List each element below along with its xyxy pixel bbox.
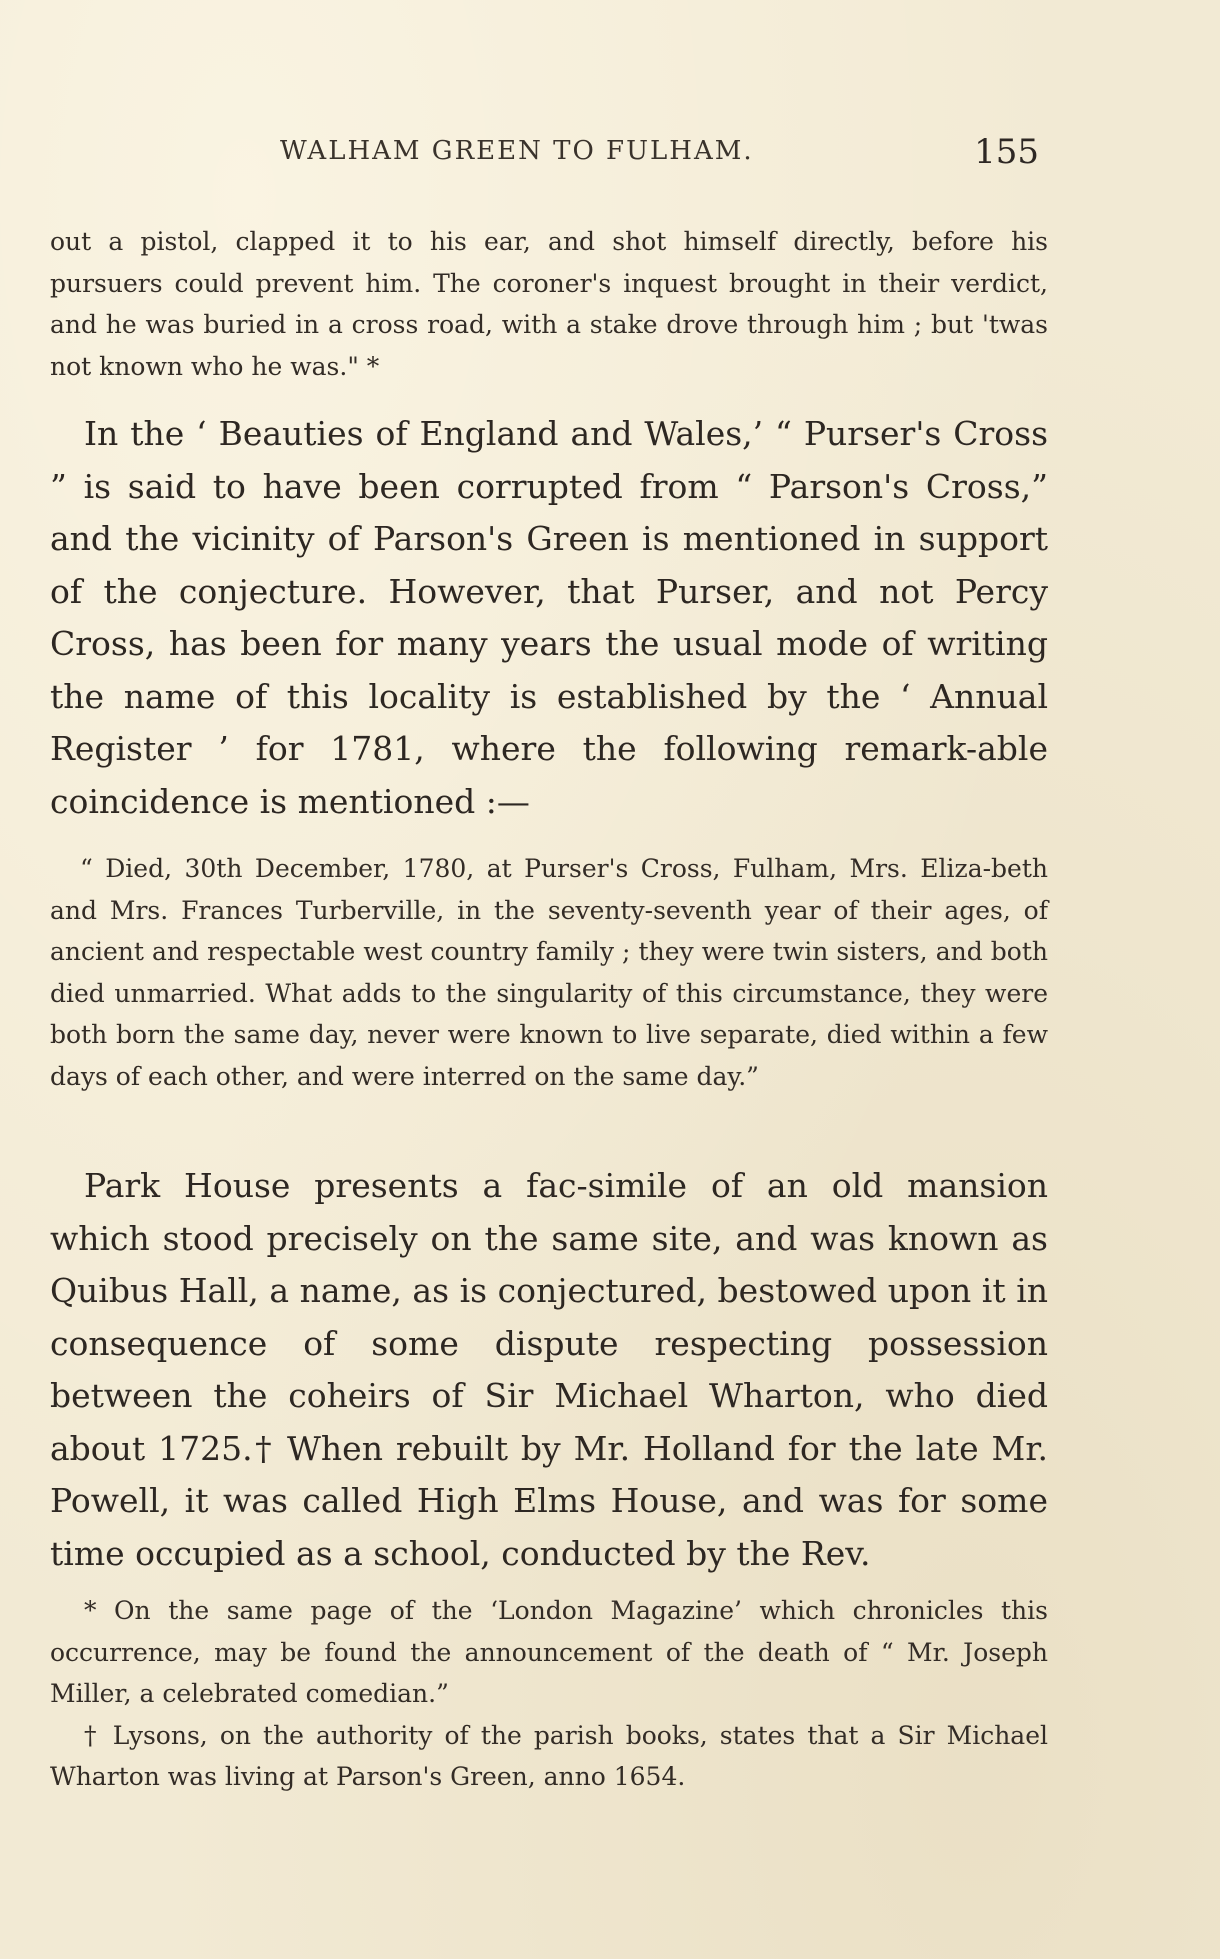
continuation-paragraph — [50, 221, 1048, 387]
quotation-text: “ Died, 30th December, 1780, at Purser's Cross, Fulham, Mrs. Eliza-beth and Mrs. Frances Turberville, in the seventy-seventh year of their ages, of ancient and respectable west country family ; they were twin sisters, and both died unmarried. What adds to the singularity of this circumstance, they were both born the same day, never were known to live separate, died within a few days of each other, and were interred on the same day.” — [50, 854, 1048, 1091]
quotation-block — [50, 848, 1048, 1097]
page-header — [232, 132, 1047, 176]
paragraph-beauties — [50, 408, 1048, 828]
footnote-dagger: † Lysons, on the authority of the parish books, states that a Sir Michael Wharton was living at Parson's Green, anno 1654. — [50, 1720, 1048, 1791]
paragraph-park-house — [50, 1160, 1048, 1580]
paragraph-park-house-text: Park House presents a fac-simile of an old mansion which stood precisely on the same site, and was known as Quibus Hall, a name, as is conjectured, bestowed upon it in consequence of some dispute respecting possession between the coheirs of Sir Michael Wharton, who died about 1725.† When rebuilt by Mr. Holland for the late Mr. Powell, it was called High Elms House, and was for some time occupied as a school, conducted by the Rev. — [50, 1166, 1048, 1573]
running-title: WALHAM GREEN TO FULHAM. — [280, 136, 754, 166]
footnotes — [50, 1590, 1048, 1798]
paragraph-beauties-text: In the ‘ Beauties of England and Wales,’ “ Purser's Cross ” is said to have been corrupted from “ Parson's Cross,” and the vicinity of Parson's Green is mentioned in support of the conjecture. However, that Purser, and not Percy Cross, has been for many years the usual mode of writing the name of this locality is established by the ‘ Annual Register ’ for 1781, where the following remark-able coincidence is mentioned :— — [50, 414, 1048, 821]
page-number: 155 — [974, 132, 1039, 172]
footnote-star: * On the same page of the ‘London Magazine’ which chronicles this occurrence, may be found the announcement of the death of “ Mr. Joseph Miller, a celebrated comedian.” — [50, 1596, 1048, 1708]
continuation-text: out a pistol, clapped it to his ear, and shot himself directly, before his pursuers could prevent him. The coroner's inquest brought in their verdict, and he was buried in a cross road, with a stake drove through him ; but 'twas not known who he was." * — [50, 227, 1048, 381]
